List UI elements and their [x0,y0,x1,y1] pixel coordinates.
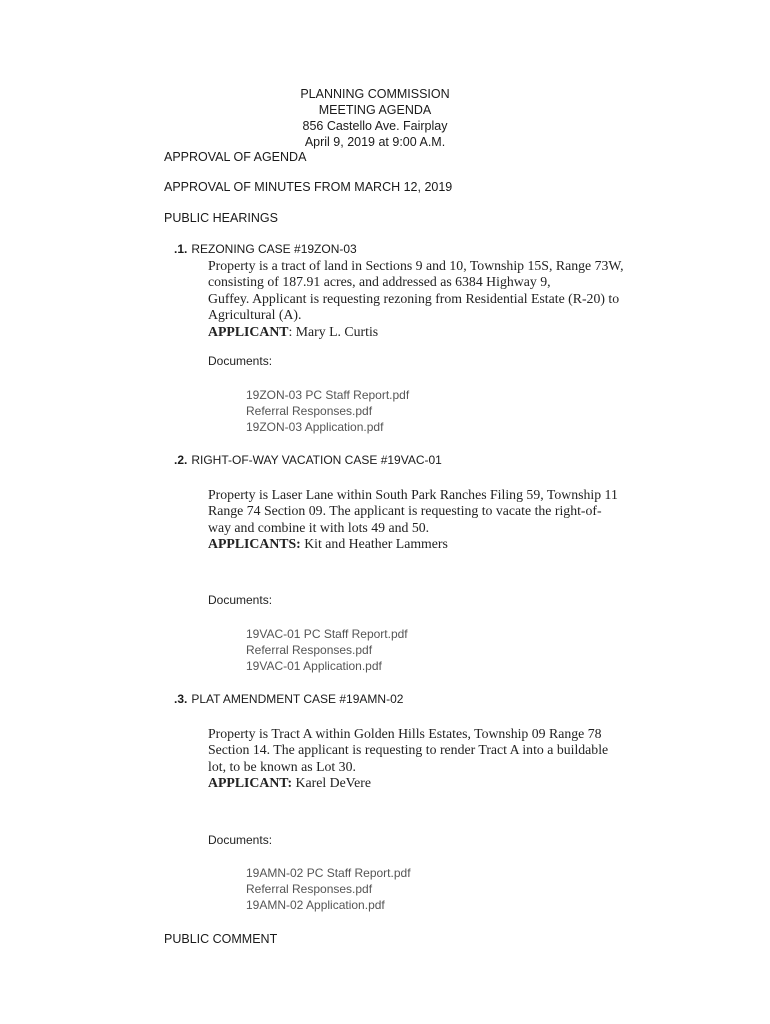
header-datetime: April 9, 2019 at 9:00 A.M. [304,135,446,149]
document-link-application[interactable]: 19ZON-03 Application.pdf [246,420,384,434]
agenda-header [0,86,750,150]
document-link-application[interactable]: 19AMN-02 Application.pdf [246,898,385,912]
case-heading [174,692,403,706]
description-line: lot, to be known as Lot 30. [208,758,356,774]
document-list [246,626,408,674]
case-title: RIGHT-OF-WAY VACATION CASE #19VAC-01 [191,453,442,467]
case-heading [174,453,442,467]
document-link-referral-responses[interactable]: Referral Responses.pdf [246,643,373,657]
applicant-line [208,536,658,552]
documents-label: Documents: [208,833,273,847]
document-link-referral-responses[interactable]: Referral Responses.pdf [246,882,373,896]
applicant-label: APPLICANTS: [208,536,301,552]
case-heading [174,242,357,256]
section-approval-minutes: APPROVAL OF MINUTES FROM MARCH 12, 2019 [164,180,453,194]
description-line: Property is Laser Lane within South Park Ranches Filing 59, Township 11 [208,487,618,502]
case-title: PLAT AMENDMENT CASE #19AMN-02 [191,692,404,706]
documents-label: Documents: [208,354,273,368]
document-list [246,387,409,435]
header-address: 856 Castello Ave. Fairplay [302,119,448,133]
applicant-name: Karel DeVere [292,775,371,791]
description-line: Property is a tract of land in Sections 9 and 10, Township 15S, Range 73W, [208,258,624,273]
case-description [208,726,658,792]
section-public-comment: PUBLIC COMMENT [164,932,278,946]
applicant-line [208,775,658,791]
case-description [208,258,658,340]
document-list [246,865,411,913]
applicant-separator: : [288,323,293,339]
case-number: .2. [174,453,188,467]
applicant-name: Kit and Heather Lammers [300,536,448,552]
documents-label: Documents: [208,593,273,607]
applicant-label: APPLICANT: [208,775,293,791]
description-line: Guffey. Applicant is requesting rezoning from Residential Estate (R-20) to [208,290,620,306]
document-link-staff-report[interactable]: 19AMN-02 PC Staff Report.pdf [246,866,411,880]
document-link-staff-report[interactable]: 19VAC-01 PC Staff Report.pdf [246,627,408,641]
document-link-staff-report[interactable]: 19ZON-03 PC Staff Report.pdf [246,388,410,402]
description-line: Range 74 Section 09. The applicant is requesting to vacate the right-of- [208,503,602,519]
header-title: PLANNING COMMISSION [300,87,450,101]
applicant-label: APPLICANT [208,323,289,339]
case-number: .1. [174,242,188,256]
document-link-referral-responses[interactable]: Referral Responses.pdf [246,404,373,418]
case-number: .3. [174,692,188,706]
section-approval-agenda: APPROVAL OF AGENDA [164,150,307,164]
description-line: consisting of 187.91 acres, and addressed as 6384 Highway 9, [208,274,551,290]
applicant-line [208,324,658,340]
description-line: Section 14. The applicant is requesting to render Tract A into a buildable [208,742,609,758]
header-subtitle: MEETING AGENDA [318,103,432,117]
case-title: REZONING CASE #19ZON-03 [191,242,357,256]
section-public-hearings: PUBLIC HEARINGS [164,211,278,225]
case-description [208,487,658,553]
applicant-name: Mary L. Curtis [292,323,379,339]
description-line: Agricultural (A). [208,307,302,323]
description-line: Property is Tract A within Golden Hills Estates, Township 09 Range 78 [208,726,602,741]
description-line: way and combine it with lots 49 and 50. [208,519,430,535]
document-link-application[interactable]: 19VAC-01 Application.pdf [246,659,382,673]
